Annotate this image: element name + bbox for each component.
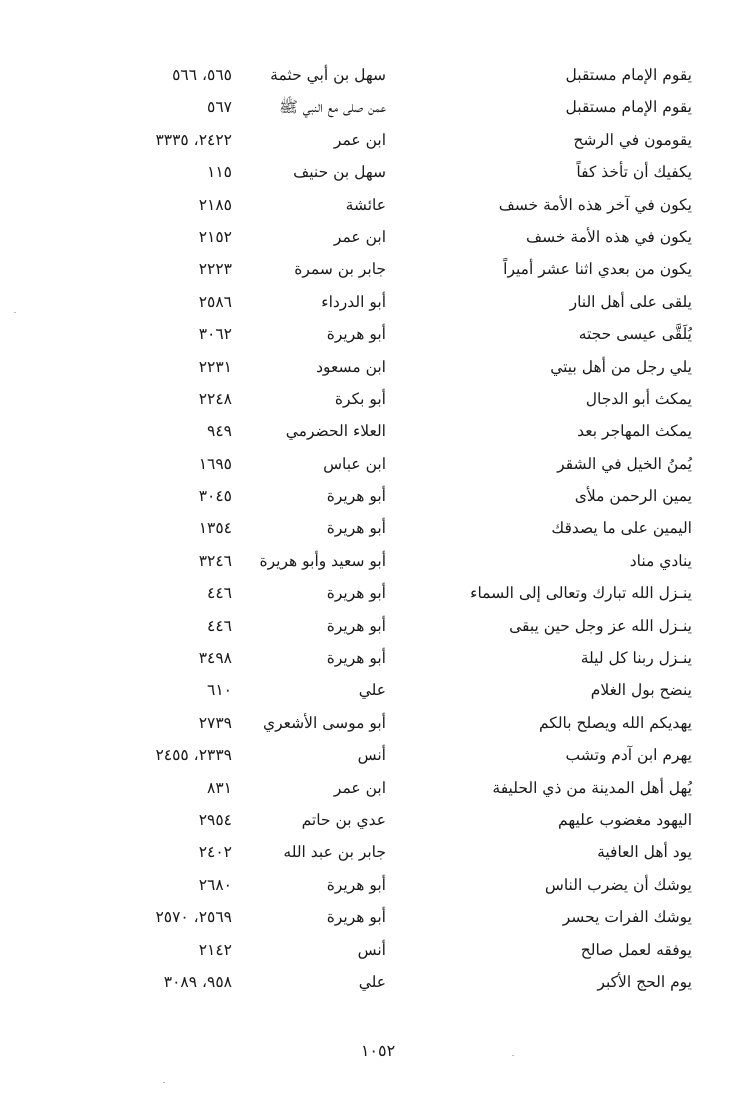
hadith-number: ٢١٥٢ (198, 227, 232, 246)
hadith-number: ٥٦٧ (207, 98, 232, 117)
index-row (0, 901, 756, 933)
hadith-text: يكفيك أن تأخذ كفاً (576, 163, 692, 182)
hadith-number: ٤٤٦ (207, 616, 232, 635)
narrator-name: أبو سعيد وأبو هريرة (259, 551, 386, 570)
narrator-name: أبو بكرة (334, 389, 386, 408)
hadith-number: ٣٠٦٢ (198, 325, 232, 344)
page-number: ١٠٥٢ (360, 1041, 396, 1060)
index-row (0, 448, 756, 480)
index-row (0, 383, 756, 415)
index-row (0, 610, 756, 642)
index-row (0, 674, 756, 706)
hadith-text: يقوم الإمام مستقبل (565, 98, 692, 117)
hadith-text: يُمنُ الخيل في الشقر (557, 454, 692, 473)
index-row (0, 642, 756, 674)
hadith-number: ٢٣٣٩، ٢٤٥٥ (155, 746, 232, 765)
hadith-number: ٦١٠ (207, 681, 232, 700)
hadith-text: ينـزل الله تبارك وتعالى إلى السماء (470, 584, 692, 603)
narrator-name: أنس (357, 746, 386, 765)
narrator-name: ابن عباس (323, 454, 386, 473)
hadith-index-table (0, 59, 756, 998)
hadith-text: يمكث المهاجر بعد (577, 422, 692, 441)
hadith-text: ينضح بول الغلام (590, 681, 692, 700)
narrator-name: عدي بن حاتم (301, 810, 386, 829)
hadith-text: يلي رجل من أهل بيتي (550, 357, 692, 376)
index-row (0, 966, 756, 998)
index-row (0, 577, 756, 609)
index-row (0, 707, 756, 739)
hadith-text: يوم الحج الأكبر (597, 972, 692, 991)
hadith-text: ينـزل ربنا كل ليلة (580, 649, 692, 668)
hadith-number: ٣٠٤٥ (198, 487, 232, 506)
hadith-text: اليهود مغضوب عليهم (558, 810, 692, 829)
hadith-number: ٤٤٦ (207, 584, 232, 603)
narrator-name: ابن عمر (333, 778, 386, 797)
hadith-number: ٣٢٤٦ (198, 551, 232, 570)
hadith-text: يُهل أهل المدينة من ذي الحليفة (492, 778, 692, 797)
narrator-name: سهل بن أبي حثمة (270, 66, 386, 84)
scan-speck (14, 312, 16, 313)
index-row (0, 934, 756, 966)
index-row (0, 869, 756, 901)
hadith-number: ٢٥٦٩، ٢٥٧٠ (155, 908, 232, 927)
hadith-number: ٢٢٢٣ (198, 260, 232, 279)
narrator-name: عائشة (345, 195, 386, 214)
hadith-text: يمين الرحمن ملأى (574, 487, 692, 506)
narrator-name: أبو هريرة (326, 519, 386, 538)
index-row (0, 189, 756, 221)
index-row (0, 156, 756, 188)
index-row (0, 739, 756, 771)
hadith-number: ٢٢٤٨ (198, 389, 232, 408)
narrator-name: ابن مسعود (316, 357, 386, 376)
hadith-number: ٢٤٠٢ (198, 843, 232, 862)
hadith-text: يهديكم الله ويصلح بالكم (538, 713, 692, 732)
hadith-text: يوفقه لعمل صالح (580, 940, 692, 959)
narrator-name: أبو هريرة (326, 875, 386, 894)
narrator-name: أبو هريرة (326, 487, 386, 506)
index-row (0, 804, 756, 836)
narrator-name: جابر بن سمرة (294, 260, 386, 279)
hadith-number: ٢٩٥٤ (198, 810, 232, 829)
narrator-name: سهل بن حنيف (293, 163, 386, 182)
narrator-name: أبو هريرة (326, 616, 386, 635)
hadith-text: اليمين على ما يصدقك (551, 519, 692, 538)
hadith-number: ١١٥ (207, 163, 232, 182)
narrator-name: جابر بن عبد الله (283, 843, 386, 862)
hadith-number: ٢١٨٥ (198, 195, 232, 214)
hadith-text: يُلَقَّى عيسى حجته (578, 325, 692, 344)
narrator-name: علي (358, 681, 386, 700)
narrator-name: أبو الدرداء (321, 292, 386, 311)
index-row (0, 124, 756, 156)
index-row (0, 545, 756, 577)
hadith-text: يوشك أن يضرب الناس (544, 875, 692, 894)
hadith-text: يهرم ابن آدم وتشب (565, 746, 692, 765)
hadith-number: ٢٧٣٩ (198, 713, 232, 732)
hadith-text: يود أهل العافية (597, 843, 692, 862)
index-row (0, 253, 756, 285)
narrator-name: ابن عمر (333, 130, 386, 149)
hadith-text: يوشك الفرات يحسر (562, 908, 692, 927)
hadith-number: ٩٤٩ (207, 422, 232, 441)
narrator-name: أبو موسى الأشعري (263, 713, 386, 732)
narrator-name: العلاء الحضرمي (285, 422, 386, 441)
narrator-name: أنس (357, 940, 386, 959)
hadith-number: ٨٣١ (207, 778, 232, 797)
index-row (0, 415, 756, 447)
index-row (0, 480, 756, 512)
index-row (0, 221, 756, 253)
index-row (0, 351, 756, 383)
hadith-number: ٢٥٨٦ (198, 292, 232, 311)
index-row (0, 59, 756, 91)
hadith-number: ٢١٤٢ (198, 940, 232, 959)
hadith-text: يكون في آخر هذه الأمة خسف (498, 195, 692, 214)
narrator-name: أبو هريرة (326, 325, 386, 344)
scan-speck (512, 1055, 514, 1056)
hadith-text: يكون في هذه الأمة خسف (526, 227, 692, 246)
narrator-name: أبو هريرة (326, 584, 386, 603)
index-row (0, 772, 756, 804)
hadith-text: يقومون في الرشح (573, 130, 692, 149)
index-row (0, 91, 756, 123)
hadith-number: ٥٦٥، ٥٦٦ (172, 66, 232, 84)
index-row (0, 286, 756, 318)
hadith-text: يلقى على أهل النار (569, 292, 692, 311)
hadith-text: ينادي مناد (629, 551, 692, 570)
hadith-number: ٣٤٩٨ (198, 649, 232, 668)
hadith-number: ٢٢٣١ (198, 357, 232, 376)
hadith-number: ٢٦٨٠ (198, 875, 232, 894)
hadith-text: يكون من بعدي اثنا عشر أميراً (503, 260, 692, 279)
index-row (0, 318, 756, 350)
narrator-name: علي (358, 972, 386, 991)
hadith-number: ١٦٩٥ (198, 454, 232, 473)
hadith-text: يمكث أبو الدجال (585, 389, 692, 408)
hadith-text: يقوم الإمام مستقبل (565, 66, 692, 84)
narrator-name: عمن صلى مع النبي ﷺ (279, 98, 386, 117)
hadith-number: ٢٤٢٢، ٣٣٣٥ (155, 130, 232, 149)
hadith-number: ١٣٥٤ (198, 519, 232, 538)
index-row (0, 836, 756, 868)
narrator-name: أبو هريرة (326, 649, 386, 668)
narrator-name: أبو هريرة (326, 908, 386, 927)
scan-speck (163, 1082, 165, 1083)
hadith-number: ٩٥٨، ٣٠٨٩ (163, 972, 232, 991)
narrator-name: ابن عمر (333, 227, 386, 246)
index-row (0, 512, 756, 544)
hadith-text: ينـزل الله عز وجل حين يبقى (509, 616, 692, 635)
